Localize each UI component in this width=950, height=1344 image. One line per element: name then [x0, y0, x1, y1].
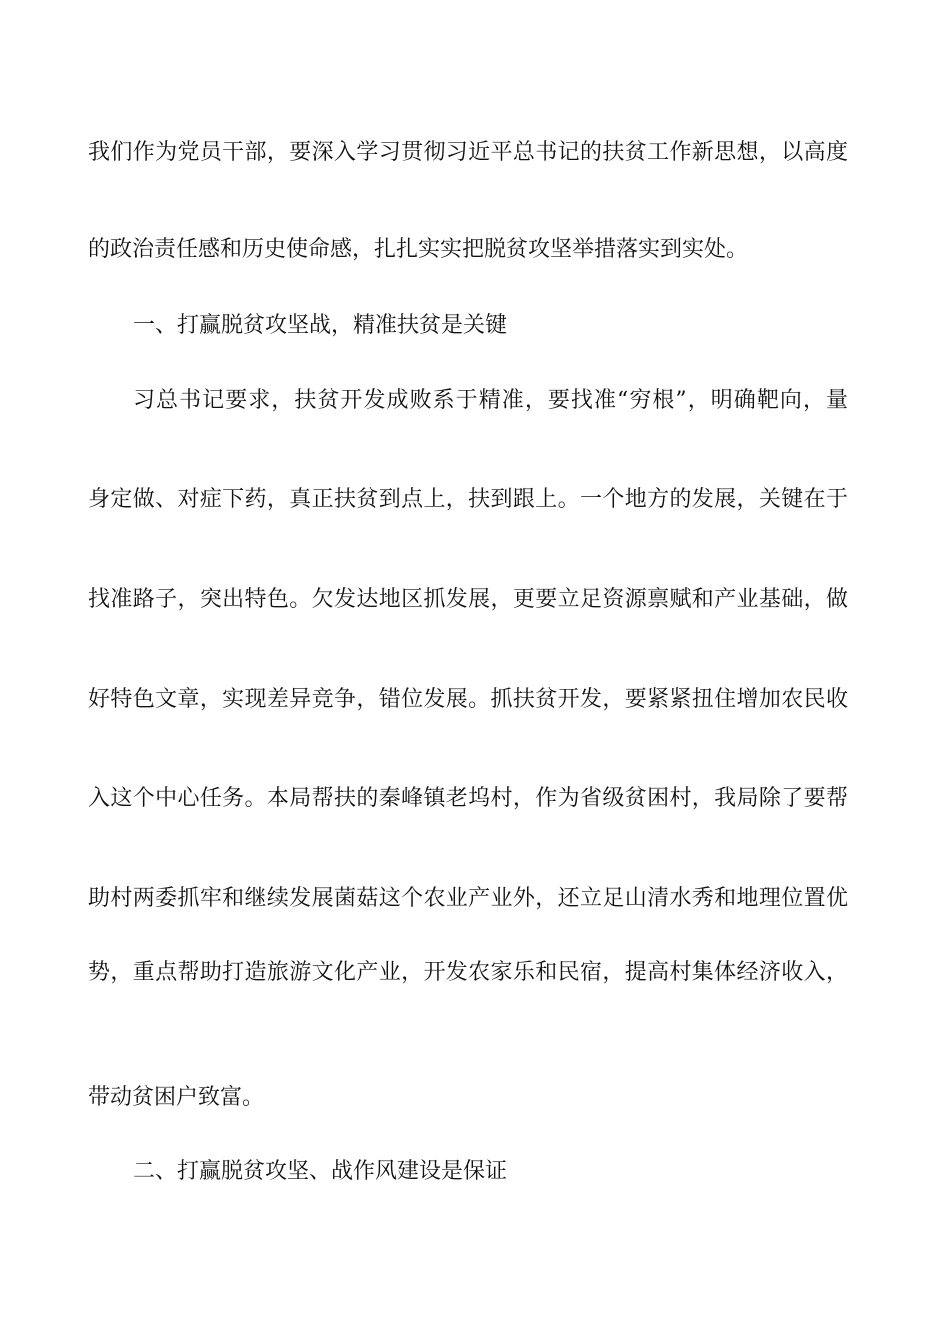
text-line: 身定做、对症下药，真正扶贫到点上，扶到跟上。一个地方的发展，关键在于 — [88, 487, 848, 512]
text-line: 带动贫困户致富。 — [88, 1085, 265, 1110]
text-line: 好特色文章，实现差异竞争，错位发展。抓扶贫开发，要紧紧扭住增加农民收 — [88, 687, 848, 712]
section-heading: 一、打赢脱贫攻坚战，精准扶贫是关键 — [133, 313, 508, 338]
text-line: 的政治责任感和历史使命感，扎扎实实把脱贫攻坚举措落实到实处。 — [88, 237, 749, 262]
section-heading: 二、打赢脱贫攻坚、战作风建设是保证 — [133, 1159, 508, 1184]
text-line: 势，重点帮助打造旅游文化产业，开发农家乐和民宿，提高村集体经济收入， — [88, 960, 848, 985]
text-line: 习总书记要求，扶贫开发成败系于精准，要找准“穷根”，明确靶向，量 — [133, 388, 848, 413]
text-line: 我们作为党员干部，要深入学习贯彻习近平总书记的扶贫工作新思想，以高度 — [88, 140, 848, 165]
text-line: 入这个中心任务。本局帮扶的秦峰镇老坞村，作为省级贫困村，我局除了要帮 — [88, 786, 848, 811]
text-line: 助村两委抓牢和继续发展菌菇这个农业产业外，还立足山清水秀和地理位置优 — [88, 886, 848, 911]
text-line: 找准路子，突出特色。欠发达地区抓发展，更要立足资源禀赋和产业基础，做 — [88, 587, 848, 612]
